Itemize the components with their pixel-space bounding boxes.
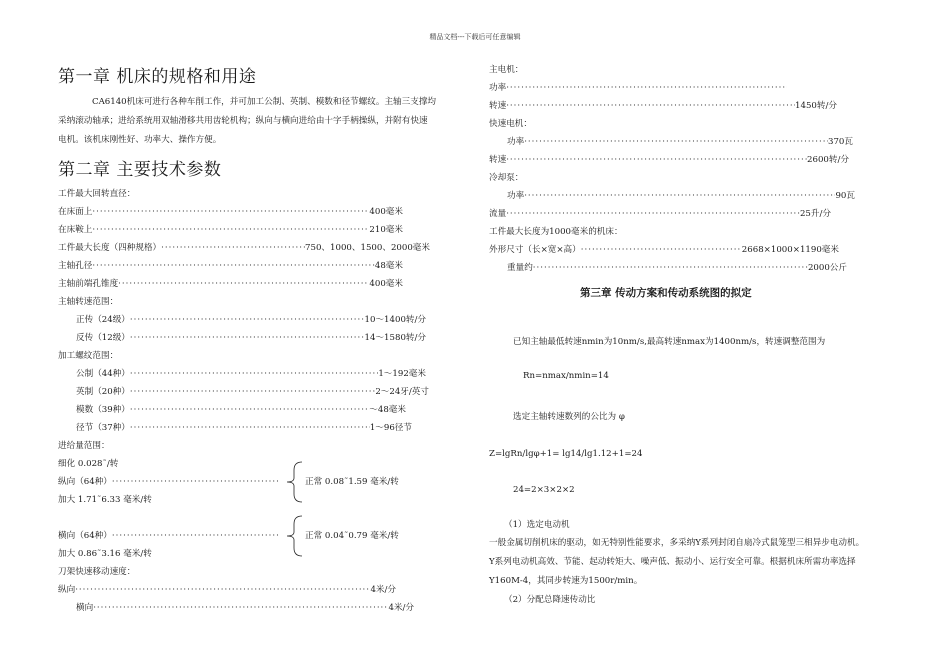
spec-label: 功率 xyxy=(507,137,525,147)
spec-label: 反传（12级） xyxy=(76,333,130,343)
spec-label: 公制（44种） xyxy=(76,369,130,379)
spec-value: 4米/分 xyxy=(388,603,414,613)
spec-row-bore xyxy=(58,260,403,272)
fast-motor-label: 快速电机： xyxy=(489,119,532,129)
spec-value: 2600转/分 xyxy=(807,155,849,165)
spec-label: 转速 xyxy=(489,101,507,111)
spec-row-rapid-long xyxy=(58,584,396,596)
spec-row-main-speed xyxy=(489,100,837,112)
spec-row-forward xyxy=(76,314,426,326)
spec-row-pitch xyxy=(76,422,412,434)
spec-row-weight xyxy=(507,262,847,274)
spec-label: 在床面上 xyxy=(58,207,93,217)
spec-value: 370瓦 xyxy=(828,137,853,147)
spec-value: 1～192毫米 xyxy=(378,369,426,379)
spec-value: 1～96径节 xyxy=(369,423,412,433)
spec-row-saddle xyxy=(58,224,403,236)
spec-row-fast-power xyxy=(507,136,853,148)
motor-para-line-3: Y160M-4，其同步转速为1500r/min。 xyxy=(489,576,643,586)
brace-longitudinal xyxy=(284,460,304,504)
spec-row-maxlen xyxy=(58,242,430,254)
spec-row-module xyxy=(76,404,406,416)
spec-value: 400毫米 xyxy=(369,279,403,289)
rn-formula: Rn=nmax/nmin=14 xyxy=(523,371,609,381)
spec-value: 90瓦 xyxy=(835,191,855,201)
motor-para-line-2: Y系列电动机高效、节能、起动转矩大、噪声低、振动小、运行安全可靠。根据机床所需功率选择 xyxy=(489,557,856,567)
ratio-dist-heading: （2）分配总降速传动比 xyxy=(504,595,596,605)
spec-value: 10～1400转/分 xyxy=(364,315,426,325)
spec-label: 径节（37种） xyxy=(76,423,130,433)
spec-value: 2000公斤 xyxy=(807,263,847,273)
page-header: 精品文档---下载后可任意编辑 xyxy=(429,33,521,41)
brace-cross xyxy=(284,514,304,558)
spec-value: 25升/分 xyxy=(799,209,831,219)
spec-label: 模数（39种） xyxy=(76,405,130,415)
spec-value: ～48毫米 xyxy=(369,405,406,415)
spec-label: 横向（64种） xyxy=(58,531,112,541)
feed-range-label: 进给量范围： xyxy=(58,441,110,451)
factor-formula: 24=2×3×2×2 xyxy=(513,485,575,495)
spec-row-flow xyxy=(489,208,831,220)
spec-value: 210毫米 xyxy=(369,225,403,235)
spec-label: 横向 xyxy=(76,603,94,613)
long-large-feed: 加大 1.71˜6.33 毫米/转 xyxy=(58,495,152,505)
spec-value: 2668×1000×1190毫米 xyxy=(741,245,839,255)
ch1-para-line-1: CA6140机床可进行各种车削工作，并可加工公制、英制、模数和径节螺纹。主轴三支撑均 xyxy=(92,97,437,107)
spec-row-inch xyxy=(76,386,429,398)
cross-normal-feed: 正常 0.04˜0.79 毫米/转 xyxy=(305,531,399,541)
spec-row-taper xyxy=(58,278,403,290)
spec-row-dimensions xyxy=(489,244,839,256)
speed-range-text: 已知主轴最低转速nmin为10nm/s,最高转速nmax为1400nm/s，转速调整范围为 xyxy=(513,337,826,347)
spec-label: 功率 xyxy=(489,83,507,93)
spec-value: 48毫米 xyxy=(374,261,403,271)
spec-row-bed xyxy=(58,206,403,218)
spec-row-main-power xyxy=(489,82,787,94)
spec-row-fast-speed xyxy=(489,154,849,166)
spec-label: 主轴前端孔锥度 xyxy=(58,279,119,289)
max-dia-label: 工件最大回转直径： xyxy=(58,189,136,199)
motor-select-heading: （1）选定电动机 xyxy=(504,520,570,530)
ratio-text: 选定主轴转速数列的公比为 φ xyxy=(513,412,625,422)
rapid-label: 刀架快速移动速度： xyxy=(58,567,136,577)
spec-value: 750、1000、1500、2000毫米 xyxy=(305,243,430,253)
spec-row-cross xyxy=(58,530,280,542)
ch1-para-line-2: 采纳滚动轴承；进给系统用双轴滑移共用齿轮机构；纵向与横向进给由十字手柄操纵，并附有快速 xyxy=(58,116,428,126)
long-normal-feed: 正常 0.08˜1.59 毫米/转 xyxy=(305,477,399,487)
spec-value: 1450转/分 xyxy=(795,101,837,111)
chapter-3-title: 第三章 传动方案和传动系统图的拟定 xyxy=(580,287,752,299)
thread-range-label: 加工螺纹范围： xyxy=(58,351,119,361)
main-motor-label: 主电机： xyxy=(489,65,524,75)
spec-label: 转速 xyxy=(489,155,507,165)
spec-value: 4米/分 xyxy=(370,585,396,595)
spec-label: 英制（20种） xyxy=(76,387,130,397)
spec-row-reverse xyxy=(76,332,426,344)
spec-label: 功率 xyxy=(507,191,525,201)
spec-value: 2～24牙/英寸 xyxy=(375,387,429,397)
fine-feed: 细化 0.028˜/转 xyxy=(58,459,119,469)
spec-label: 重量约 xyxy=(507,263,533,273)
spec-label: 正传（24级） xyxy=(76,315,130,325)
chapter-2-title: 第二章 主要技术参数 xyxy=(58,160,222,180)
cross-large-feed: 加大 0.86˜3.16 毫米/转 xyxy=(58,549,152,559)
z-formula: Z=lgRn/lgφ+1= lg14/lg1.12+1=24 xyxy=(489,449,643,459)
max-length-note: 工件最大长度为1000毫米的机床： xyxy=(489,227,623,237)
spec-label: 流量 xyxy=(489,209,507,219)
spec-label: 纵向（64种） xyxy=(58,477,112,487)
chapter-1-title: 第一章 机床的规格和用途 xyxy=(58,67,257,87)
spec-row-longitudinal xyxy=(58,476,280,488)
motor-para-line-1: 一般金属切削机床的驱动，如无特别性能要求，多采纳Y系列封闭自扇冷式鼠笼型三相异步电动机。 xyxy=(489,538,865,548)
spec-value: 14～1580转/分 xyxy=(364,333,426,343)
ch1-para-line-3: 电机。该机床刚性好、功率大、操作方便。 xyxy=(58,135,222,145)
spec-row-metric xyxy=(76,368,426,380)
coolant-pump-label: 冷却泵： xyxy=(489,173,524,183)
spec-value: 400毫米 xyxy=(369,207,403,217)
spec-label: 主轴孔径 xyxy=(58,261,93,271)
speed-range-label: 主轴转速范围： xyxy=(58,297,119,307)
spec-label: 纵向 xyxy=(58,585,76,595)
spec-label: 外形尺寸（长×宽×高） xyxy=(489,245,581,255)
spec-row-rapid-cross xyxy=(76,602,414,614)
spec-row-cool-power xyxy=(507,190,855,202)
spec-label: 在床鞍上 xyxy=(58,225,93,235)
spec-label: 工件最大长度（四种规格） xyxy=(58,243,162,253)
